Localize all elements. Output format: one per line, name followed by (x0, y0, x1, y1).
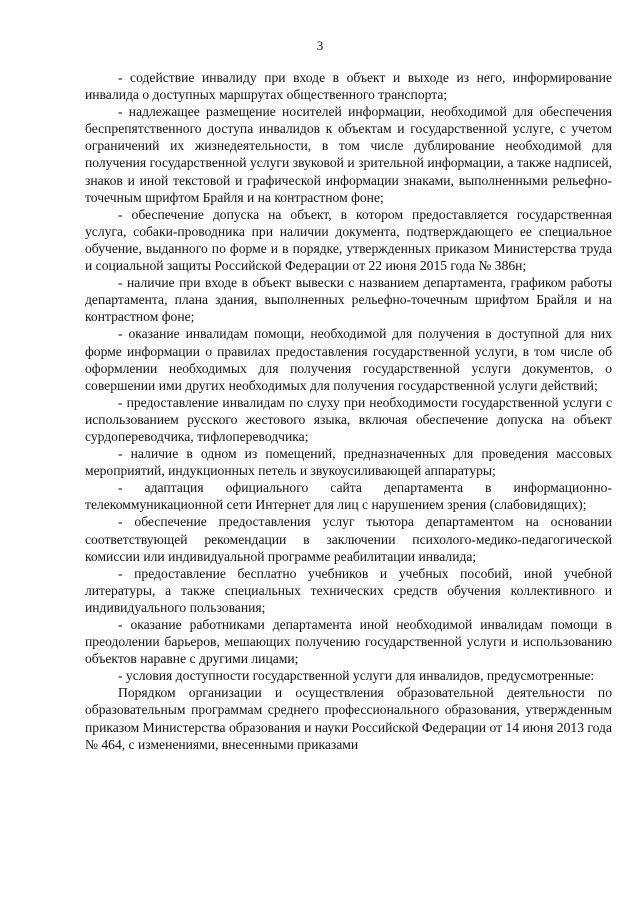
paragraph-guide-dog-admission: - обеспечение допуска на объект, в котором предоставляется государственная услуга, собаки-проводника при наличии документа, подтверждающего ее специальное обучение, выданного по форме и в порядке, утвержденных приказом Министерства труда и социальной защиты Российской Федерации от 22 июня 2015 года № 386н; (85, 206, 612, 274)
paragraph-accessibility-conditions: - условия доступности государственной услуги для инвалидов, предусмотренные: (118, 668, 595, 684)
paragraph-entrance-assistance: - содействие инвалиду при входе в объект и выходе из него, информирование инвалида о доступных маршрутах общественного транспорта; (85, 70, 612, 103)
paragraph-induction-loops: - наличие в одном из помещений, предназначенных для проведения массовых мероприятий, индукционных петель и звукоусиливающей аппаратуры; (85, 446, 612, 479)
paragraph-website-adaptation: - адаптация официального сайта департамента в информационно-телекоммуникационной сети Интернет для лиц с нарушением зрения (слабовидящих); (85, 480, 612, 513)
paragraph-information-help: - оказание инвалидам помощи, необходимой для получения в доступной для них форме информации о правилах предоставления государственной услуги, в том числе об оформлении необходимых для получения государственной услуги документов, о совершении ими других необходимых для получения государственной услуги действий; (85, 326, 612, 393)
page-number: 3 (316, 38, 324, 53)
document-body (85, 69, 612, 753)
paragraph-tutor-services: - обеспечение предоставления услуг тьютора департаментом на основании соответствующей рекомендации в заключении психолого-медико-педагогической комиссии или индивидуальной программе реабилитации инвалида; (85, 514, 612, 564)
paragraph-information-placement: - надлежащее размещение носителей информации, необходимой для обеспечения беспрепятственного доступа инвалидов к объектам и государственной услуге, с учетом ограничений их жизнедеятельности, в том числе дублирование необходимой для получения государственной услуги звуковой и зрительной информации, а также надписей, знаков и иной текстовой и графической информации знаками, выполненными рельефно-точечным шрифтом Брайля и на контрастном фоне; (85, 104, 612, 205)
paragraph-procedure-reference: Порядком организации и осуществления образовательной деятельности по образовательным программам среднего профессионального образования, утвержденным приказом Министерства образования и науки Российской Федерации от 14 июня 2013 года № 464, с изменениями, внесенными приказами (85, 685, 612, 752)
paragraph-sign-language: - предоставление инвалидам по слуху при необходимости государственной услуги с использованием русского жестового языка, включая обеспечение допуска на объект сурдопереводчика, тифлопереводчика; (85, 394, 612, 444)
paragraph-entrance-signage: - наличие при входе в объект вывески с названием департамента, графиком работы департамента, плана здания, выполненных рельефно-точечным шрифтом Брайля и на контрастном фоне; (85, 275, 612, 325)
paragraph-staff-assistance: - оказание работниками департамента иной необходимой инвалидам помощи в преодолении барьеров, мешающих получению государственной услуги и использованию объектов наравне с другими лицами; (85, 617, 612, 667)
paragraph-textbooks: - предоставление бесплатно учебников и учебных пособий, иной учебной литературы, а также специальных технических средств обучения коллективного и индивидуального пользования; (85, 565, 612, 615)
